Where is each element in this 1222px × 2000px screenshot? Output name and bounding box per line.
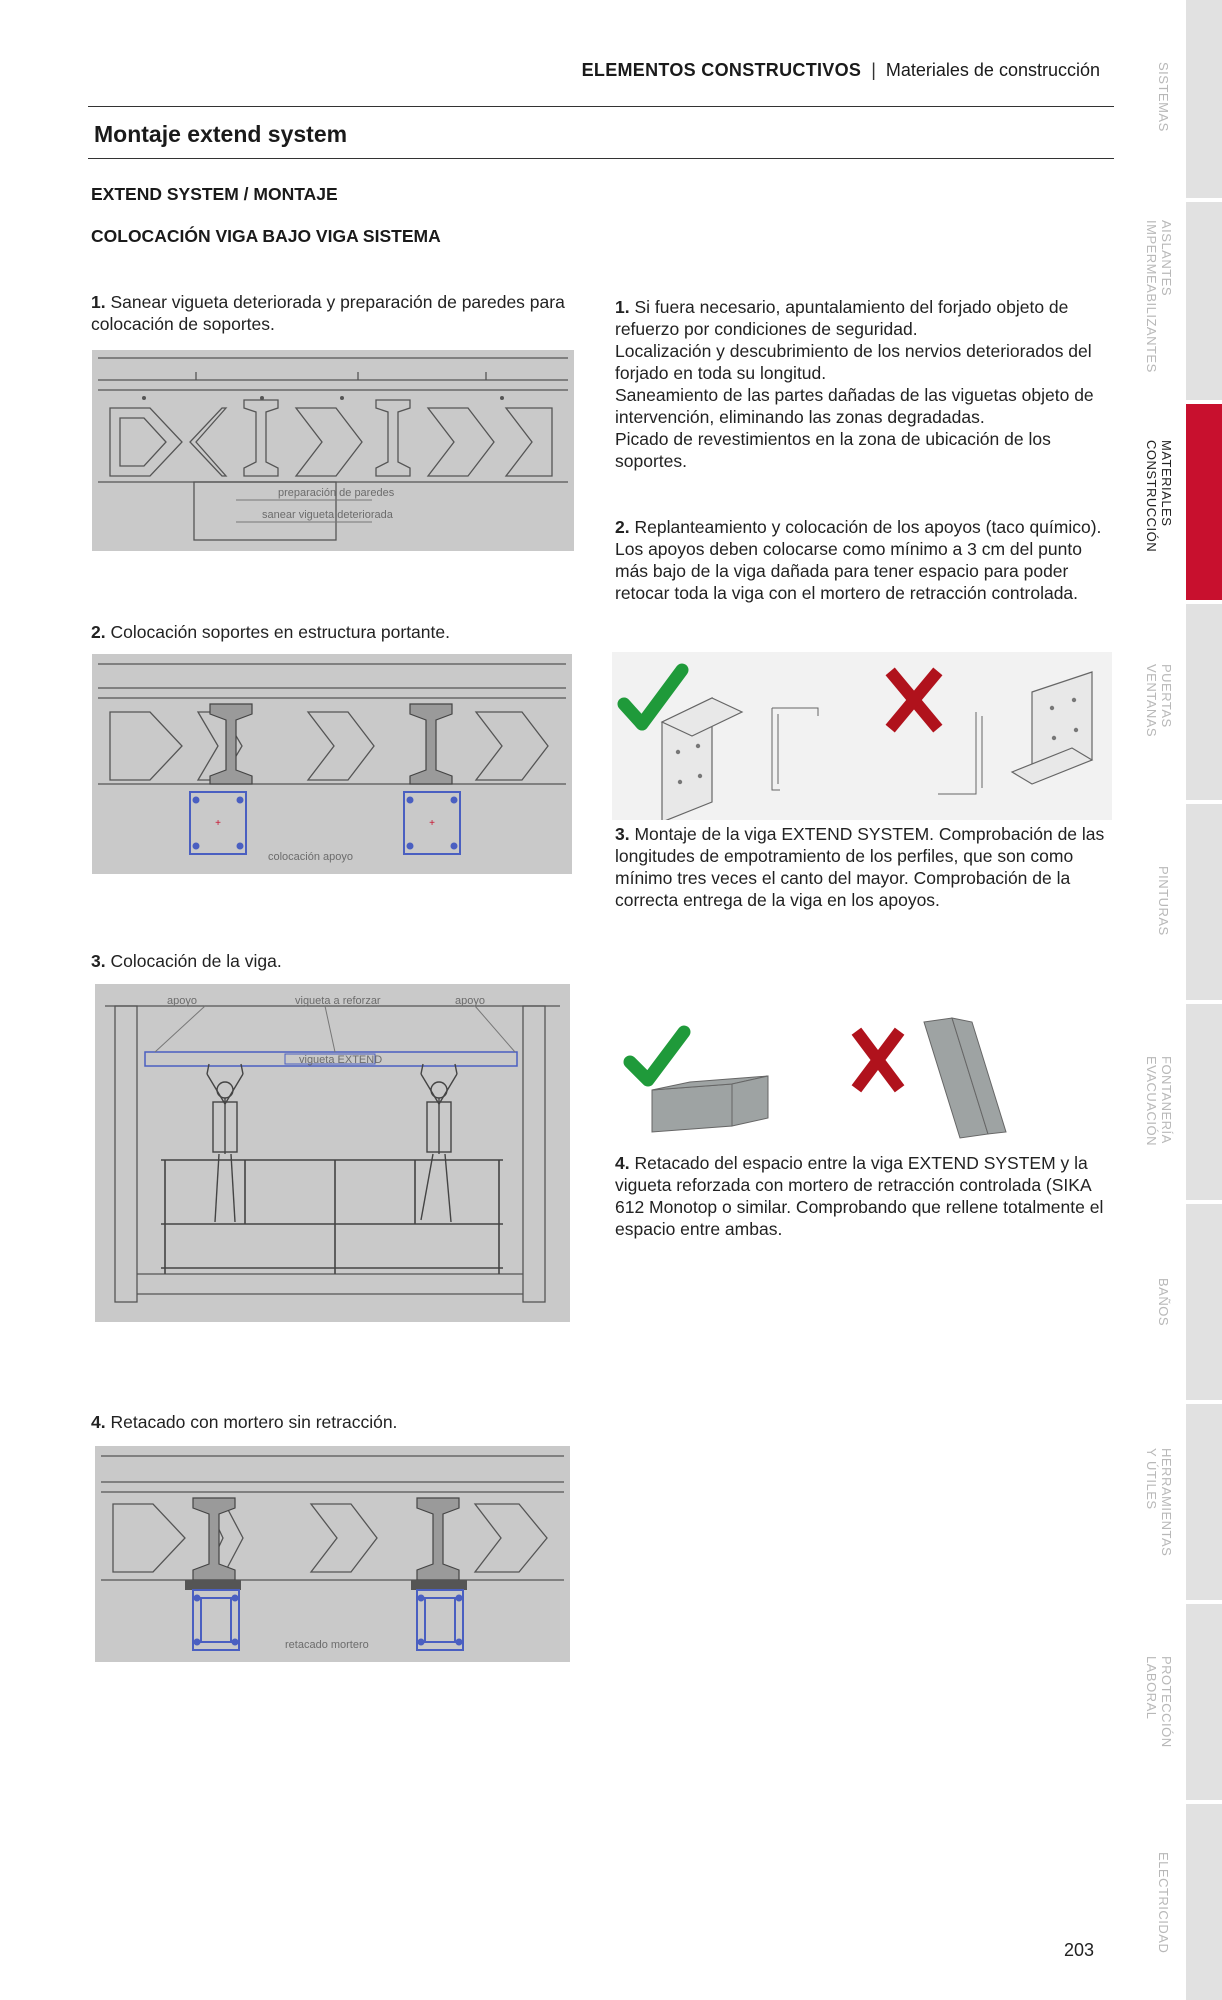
fig3-label-apoyo-left: apoyo (167, 995, 197, 1007)
subtitle-placement: COLOCACIÓN VIGA BAJO VIGA SISTEMA (91, 226, 441, 246)
tab-label-sistemas: SISTEMAS (1156, 62, 1171, 132)
tab-materiales[interactable] (1186, 404, 1222, 600)
tab-herramientas[interactable] (1186, 1404, 1222, 1600)
left-step-1: 1. Sanear vigueta deteriorada y preparación de paredes para colocación de soportes. (91, 292, 565, 334)
fig4-label-mortar: retacado mortero (285, 1639, 369, 1651)
right-step-4: 4. Retacado del espacio entre la viga EXTEND SYSTEM y la vigueta reforzada con mortero de retracción controlada (SIKA 612 Monotop o similar. Comprobando que rellene totalmente el espacio entre ambas. (615, 1153, 1104, 1239)
tab-label-banos: BAÑOS (1156, 1278, 1171, 1327)
page-number: 203 (1064, 1940, 1095, 1960)
left-step-2: 2. Colocación soportes en estructura portante. (91, 622, 450, 642)
fig3-label-apoyo-right: apoyo (455, 995, 485, 1007)
tab-fontaneria[interactable] (1186, 1004, 1222, 1200)
tab-label-materiales: MATERIALES CONSTRUCCIÓN (1144, 440, 1174, 553)
figure-step-4 (95, 1446, 570, 1662)
tab-puertas[interactable] (1186, 604, 1222, 800)
fig2-label-support: colocación apoyo (268, 851, 354, 863)
right-step-3: 3. Montaje de la viga EXTEND SYSTEM. Comprobación de las longitudes de empotramiento de los perfiles, que son como mínimo tres veces el canto del mayor. Comprobación de la correcta entrega de la viga en los apoyos. (615, 824, 1105, 910)
right-step-1: 1. Si fuera necesario, apuntalamiento del forjado objeto de refuerzo por condiciones de seguridad. Localización y descubrimiento de los nervios deteriorados del forjado en toda su longitud. Saneamiento de las partes dañadas de las viguetas objeto de intervención, eliminando las zonas degradadas. Picado de revestimientos en la zona de ubicación de los soportes. (615, 297, 1094, 471)
fig1-label-joist: sanear vigueta deteriorada (262, 509, 393, 521)
left-step-3: 3. Colocación de la viga. (91, 951, 282, 971)
fig3-label-joist: vigueta a reforzar (295, 995, 381, 1007)
tab-banos[interactable] (1186, 1204, 1222, 1400)
tab-proteccion[interactable] (1186, 1604, 1222, 1800)
page-title: Montaje extend system (94, 121, 348, 147)
figure-supports-correct-wrong (612, 652, 1112, 820)
tab-label-proteccion: PROTECCIÓN LABORAL (1144, 1656, 1174, 1748)
running-header (88, 60, 1100, 88)
fig1-label-walls: preparación de paredes (278, 487, 395, 499)
fig3-label-extend: vigueta EXTEND (299, 1054, 383, 1066)
tab-label-pinturas: PINTURAS (1156, 866, 1171, 936)
right-step-2: 2. Replanteamiento y colocación de los apoyos (taco químico). Los apoyos deben colocarse como mínimo a 3 cm del punto más bajo de la viga dañada para tener espacio para poder retocar toda la viga con el mortero de retracción controlada. (615, 517, 1102, 603)
figure-profiles-correct-wrong (612, 1014, 1072, 1148)
tab-label-herramientas: HERRAMIENTAS Y ÚTILES (1144, 1448, 1174, 1557)
title-rule (88, 158, 1114, 159)
tab-electricidad[interactable] (1186, 1804, 1222, 2000)
svg-text:+: + (429, 818, 435, 829)
tab-label-electricidad: ELECTRICIDAD (1156, 1852, 1171, 1954)
header-rule (88, 106, 1114, 107)
figure-step-1 (92, 350, 574, 551)
subtitle-system: EXTEND SYSTEM / MONTAJE (91, 184, 338, 204)
header-section: ELEMENTOS CONSTRUCTIVOS (581, 60, 862, 80)
section-tabs (1186, 0, 1222, 2000)
header-subsection: Materiales de construcción (885, 60, 1100, 80)
tab-label-fontaneria: FONTANERÍA EVACUACIÓN (1144, 1056, 1174, 1146)
left-step-4: 4. Retacado con mortero sin retracción. (91, 1412, 398, 1432)
tab-label-puertas: PUERTAS VENTANAS (1144, 664, 1174, 738)
header-separator: | (871, 60, 876, 80)
tab-aislantes[interactable] (1186, 202, 1222, 400)
svg-text:+: + (215, 818, 221, 829)
tab-pinturas[interactable] (1186, 804, 1222, 1000)
figure-step-2 (92, 654, 572, 874)
tab-label-aislantes: AISLANTES IMPERMEABILIZANTES (1144, 220, 1174, 373)
figure-step-3 (95, 984, 570, 1322)
tab-sistemas[interactable] (1186, 0, 1222, 198)
